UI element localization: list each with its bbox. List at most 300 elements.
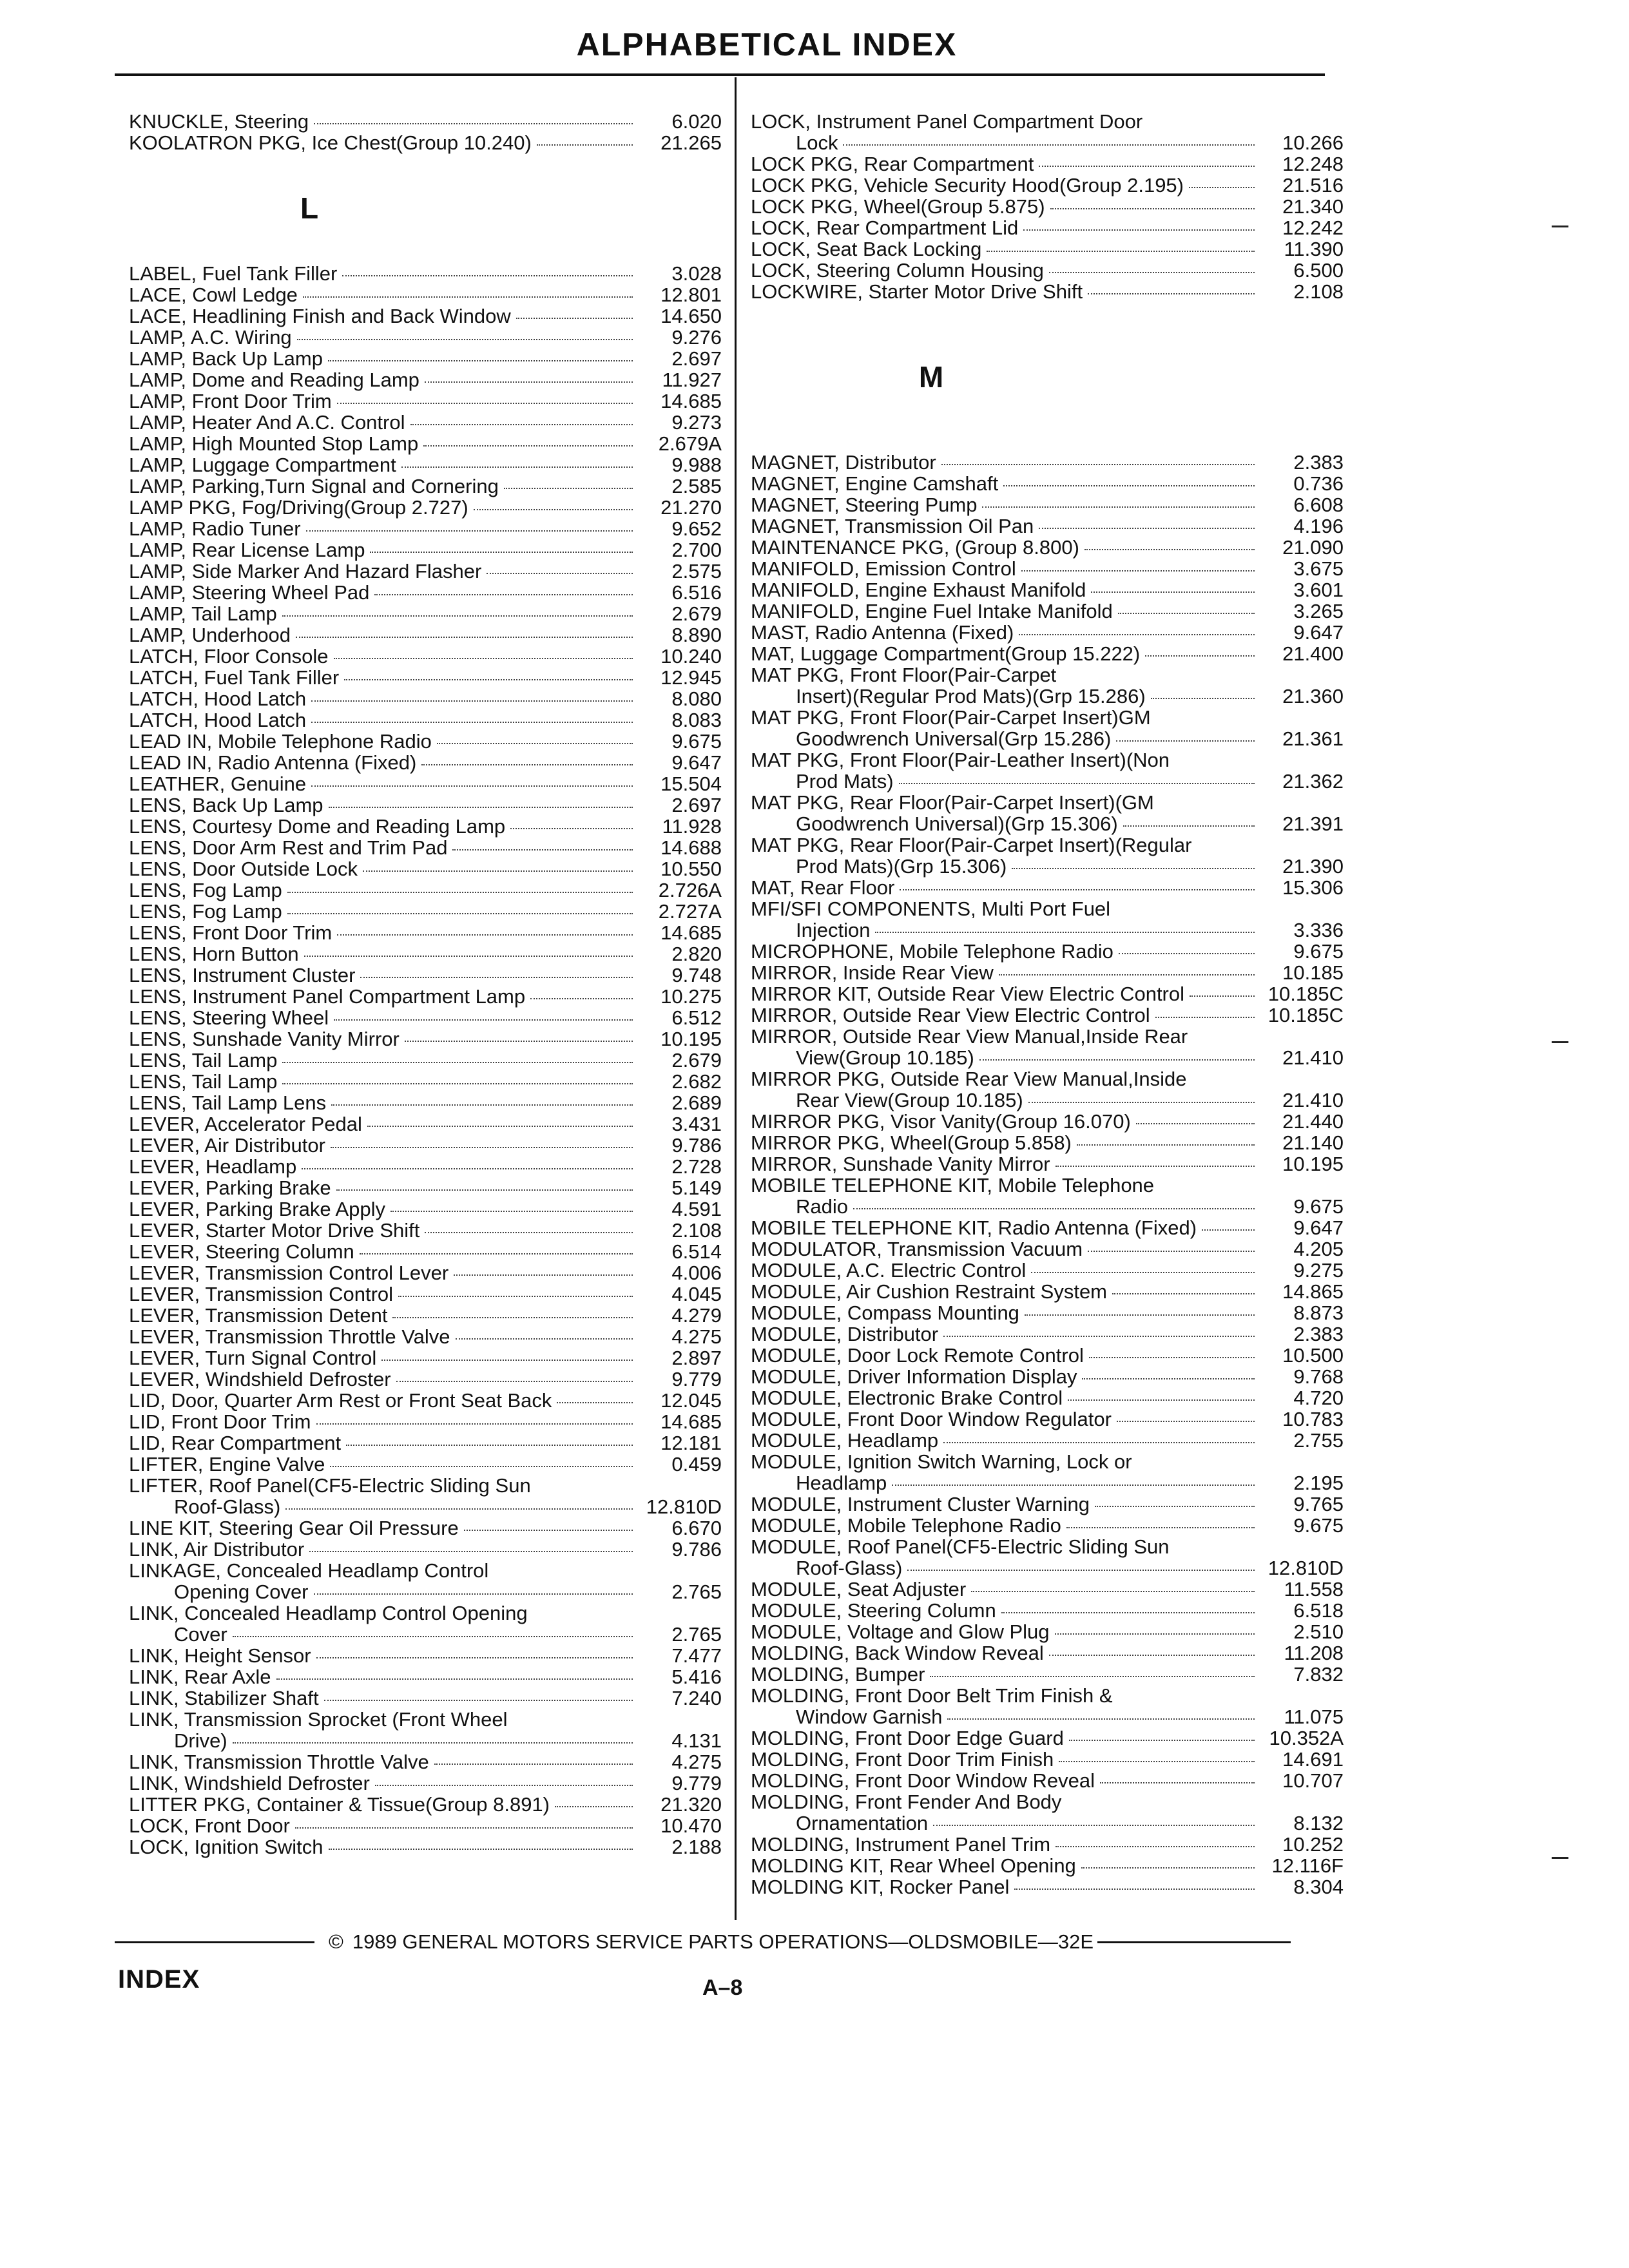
dot-leader <box>979 1059 1255 1061</box>
entry-name: LENS, Sunshade Vanity Mirror <box>129 1028 400 1050</box>
index-entry <box>751 1706 1344 1727</box>
index-entry <box>751 1855 1344 1876</box>
index-entry <box>751 856 1344 877</box>
section-letter-l: L <box>300 191 319 225</box>
entry-name: View(Group 10.185) <box>796 1046 974 1069</box>
entry-name: MODULE, Instrument Cluster Warning <box>751 1493 1090 1515</box>
entry-name: Injection <box>796 919 871 941</box>
dot-leader <box>899 783 1255 784</box>
entry-group-number: 2.108 <box>671 1219 722 1242</box>
entry-name: MODULE, Voltage and Glow Plug <box>751 1620 1050 1643</box>
index-entry <box>751 1600 1344 1621</box>
entry-group-number: 7.240 <box>671 1687 722 1709</box>
entry-group-number: 7.477 <box>671 1644 722 1667</box>
entry-group-number: 12.045 <box>660 1389 722 1412</box>
entry-group-number: 2.575 <box>671 560 722 582</box>
entry-group-number: 21.320 <box>660 1793 722 1816</box>
dot-leader <box>297 339 633 340</box>
entry-name: MOLDING KIT, Rocker Panel <box>751 1876 1010 1898</box>
entry-name: LINKAGE, Concealed Headlamp Control <box>129 1559 489 1582</box>
index-entry <box>751 1579 1344 1600</box>
entry-group-number: 12.248 <box>1282 153 1344 175</box>
index-entry <box>751 1430 1344 1451</box>
entry-group-number: 21.410 <box>1282 1089 1344 1111</box>
page-number: A–8 <box>702 1975 743 2000</box>
dot-leader <box>1081 1867 1255 1869</box>
dot-leader <box>306 530 633 532</box>
dot-leader <box>434 1763 633 1765</box>
entry-name: MOBILE TELEPHONE KIT, Radio Antenna (Fixed) <box>751 1216 1197 1239</box>
dot-leader <box>370 552 633 553</box>
index-entry <box>129 1262 722 1283</box>
entry-group-number: 3.028 <box>671 262 722 285</box>
dot-leader <box>337 934 633 936</box>
index-entry <box>751 1791 1344 1812</box>
index-entry <box>129 476 722 497</box>
index-entry <box>129 1645 722 1666</box>
entry-group-number: 9.675 <box>1293 940 1344 963</box>
index-entry <box>129 1751 722 1773</box>
index-entry <box>751 1451 1344 1472</box>
entry-name: LEVER, Parking Brake Apply <box>129 1198 386 1220</box>
dot-leader <box>314 1593 633 1595</box>
entry-group-number: 15.306 <box>1282 876 1344 899</box>
entry-group-number: 0.459 <box>671 1453 722 1475</box>
entry-group-number: 4.205 <box>1293 1238 1344 1260</box>
entry-group-number: 11.208 <box>1284 1642 1344 1664</box>
copyright-symbol: © <box>329 1930 343 1953</box>
entry-name: MODULE, Driver Information Display <box>751 1365 1077 1388</box>
dot-leader <box>1091 591 1255 593</box>
entry-name: MAINTENANCE PKG, (Group 8.800) <box>751 536 1079 559</box>
entry-name: MANIFOLD, Emission Control <box>751 557 1016 580</box>
entry-group-number: 11.928 <box>662 815 722 838</box>
dot-leader <box>510 828 633 829</box>
entry-group-number: 5.416 <box>671 1666 722 1688</box>
dot-leader <box>943 1336 1255 1337</box>
left-l-entries <box>129 263 722 1858</box>
entry-name: MAT PKG, Rear Floor(Pair-Carpet Insert)(Regular <box>751 834 1192 856</box>
entry-name: LENS, Horn Button <box>129 943 299 965</box>
dot-leader <box>437 743 633 744</box>
entry-group-number: 10.550 <box>660 858 722 880</box>
entry-group-number: 2.510 <box>1293 1620 1344 1643</box>
index-entry <box>751 749 1344 771</box>
entry-group-number: 10.500 <box>1282 1344 1344 1367</box>
dot-leader <box>941 464 1255 465</box>
index-entry <box>751 664 1344 686</box>
right-column <box>751 111 1344 1898</box>
entry-name: MAGNET, Transmission Oil Pan <box>751 515 1034 537</box>
entry-name: LEVER, Air Distributor <box>129 1134 325 1157</box>
dot-leader <box>1089 1357 1255 1358</box>
entry-name: MIRROR, Inside Rear View <box>751 961 994 984</box>
entry-group-number: 4.591 <box>671 1198 722 1220</box>
index-entry <box>129 284 722 305</box>
index-entry <box>129 1475 722 1496</box>
index-entry <box>751 686 1344 707</box>
entry-name: LAMP, A.C. Wiring <box>129 326 292 349</box>
left-column <box>129 111 722 1858</box>
entry-name: LENS, Fog Lamp <box>129 879 282 901</box>
entry-group-number: 14.865 <box>1282 1280 1344 1303</box>
footer-section-label: INDEX <box>118 1965 200 1994</box>
footer-copyright-line <box>115 1930 1325 1954</box>
entry-group-number: 9.786 <box>671 1538 722 1561</box>
entry-group-number: 9.675 <box>1293 1514 1344 1537</box>
entry-group-number: 2.679A <box>658 432 722 455</box>
entry-group-number: 2.755 <box>1293 1429 1344 1452</box>
entry-group-number: 11.927 <box>662 369 722 391</box>
dot-leader <box>1068 1399 1255 1401</box>
entry-name: Insert)(Regular Prod Mats)(Grp 15.286) <box>796 685 1146 707</box>
entry-group-number: 2.689 <box>671 1091 722 1114</box>
entry-group-number: 12.181 <box>660 1432 722 1454</box>
entry-name: MOBILE TELEPHONE KIT, Mobile Telephone <box>751 1174 1155 1196</box>
entry-group-number: 8.083 <box>671 709 722 731</box>
index-entry <box>751 217 1344 238</box>
dot-leader <box>452 849 633 850</box>
entry-group-number: 6.500 <box>1293 259 1344 282</box>
entry-group-number: 9.779 <box>671 1772 722 1794</box>
index-entry <box>129 646 722 667</box>
dot-leader <box>363 870 633 872</box>
entry-group-number: 10.185 <box>1282 961 1344 984</box>
entry-group-number: 21.400 <box>1282 642 1344 665</box>
index-entry <box>751 1238 1344 1260</box>
entry-group-number: 6.514 <box>671 1240 722 1263</box>
index-entry <box>129 1007 722 1028</box>
dot-leader <box>360 977 633 978</box>
entry-group-number: 4.279 <box>671 1304 722 1327</box>
column-divider <box>735 77 737 1920</box>
entry-name: MANIFOLD, Engine Exhaust Manifold <box>751 579 1086 601</box>
index-entry <box>751 153 1344 175</box>
entry-group-number: 2.585 <box>671 475 722 497</box>
entry-name: LATCH, Hood Latch <box>129 709 307 731</box>
index-entry <box>751 877 1344 898</box>
entry-name: MIRROR KIT, Outside Rear View Electric Control <box>751 983 1185 1005</box>
index-entry <box>129 1496 722 1517</box>
entry-group-number: 12.945 <box>660 666 722 689</box>
dot-leader <box>398 1296 633 1297</box>
index-entry <box>129 1369 722 1390</box>
entry-name: LATCH, Floor Console <box>129 645 329 668</box>
dot-leader <box>233 1742 633 1744</box>
index-entry <box>751 175 1344 196</box>
entry-name: Radio <box>796 1195 848 1218</box>
entry-name: LENS, Courtesy Dome and Reading Lamp <box>129 815 506 838</box>
dot-leader <box>1069 1740 1255 1741</box>
entry-name: MOLDING, Front Door Trim Finish <box>751 1748 1054 1771</box>
entry-group-number: 21.361 <box>1282 727 1344 750</box>
dot-leader <box>360 1253 633 1254</box>
index-entry <box>129 986 722 1007</box>
entry-name: LAMP, Back Up Lamp <box>129 347 323 370</box>
entry-name: Roof-Glass) <box>796 1557 903 1579</box>
entry-group-number: 4.006 <box>671 1262 722 1284</box>
index-entry <box>751 1217 1344 1238</box>
entry-group-number: 8.890 <box>671 624 722 646</box>
index-entry <box>129 731 722 752</box>
index-entry <box>751 1366 1344 1387</box>
index-entry <box>751 1026 1344 1047</box>
dot-leader <box>987 251 1255 252</box>
dot-leader <box>1031 1272 1255 1273</box>
index-entry <box>751 452 1344 473</box>
dot-leader <box>401 466 633 468</box>
index-entry <box>129 922 722 943</box>
entry-name: Drive) <box>174 1729 227 1752</box>
dot-leader <box>316 1657 633 1658</box>
entry-name: MIRROR PKG, Wheel(Group 5.858) <box>751 1131 1072 1154</box>
index-entry <box>129 1602 722 1624</box>
entry-group-number: 2.188 <box>671 1836 722 1858</box>
dot-leader <box>1066 1527 1255 1528</box>
dot-leader <box>557 1402 633 1403</box>
entry-group-number: 10.266 <box>1282 131 1344 154</box>
entry-name: MFI/SFI COMPONENTS, Multi Port Fuel <box>751 898 1111 920</box>
index-entry <box>129 561 722 582</box>
entry-name: MODULE, Door Lock Remote Control <box>751 1344 1084 1367</box>
dot-leader <box>1023 229 1255 231</box>
right-l-entries <box>751 111 1344 302</box>
entry-group-number: 21.362 <box>1282 770 1344 793</box>
index-entry <box>129 879 722 901</box>
entry-group-number: 14.685 <box>660 921 722 944</box>
dot-leader <box>304 956 633 957</box>
index-entry <box>129 943 722 965</box>
entry-name: LINE KIT, Steering Gear Oil Pressure <box>129 1517 459 1539</box>
entry-group-number: 9.748 <box>671 964 722 986</box>
entry-name: MAGNET, Distributor <box>751 451 936 474</box>
entry-name: MODULE, Distributor <box>751 1323 939 1345</box>
dot-leader <box>410 424 633 425</box>
entry-name: LEVER, Transmission Control <box>129 1283 394 1305</box>
index-entry <box>129 454 722 476</box>
index-entry <box>129 1305 722 1326</box>
dot-leader <box>1019 634 1255 635</box>
entry-name: LEVER, Parking Brake <box>129 1177 331 1199</box>
entry-group-number: 9.652 <box>671 517 722 540</box>
entry-name: LEAD IN, Radio Antenna (Fixed) <box>129 751 417 774</box>
dot-leader <box>853 1208 1255 1209</box>
index-entry <box>751 834 1344 856</box>
index-entry <box>751 1664 1344 1685</box>
entry-name: LENS, Door Outside Lock <box>129 858 358 880</box>
dot-leader <box>296 637 633 638</box>
entry-name: LOCK PKG, Vehicle Security Hood(Group 2.195) <box>751 174 1184 197</box>
entry-name: MOLDING, Instrument Panel Trim <box>751 1833 1051 1856</box>
index-entry <box>751 1090 1344 1111</box>
dot-leader <box>344 679 633 680</box>
entry-group-number: 10.185C <box>1268 1004 1344 1026</box>
dot-leader <box>425 1232 633 1233</box>
entry-group-number: 14.691 <box>1282 1748 1344 1771</box>
entry-group-number: 2.765 <box>671 1581 722 1603</box>
index-entry <box>129 1624 722 1645</box>
entry-group-number: 10.240 <box>660 645 722 668</box>
index-entry <box>751 622 1344 643</box>
index-entry <box>751 537 1344 558</box>
index-entry <box>129 1347 722 1369</box>
entry-name: LAMP, Tail Lamp <box>129 602 277 625</box>
entry-name: LACE, Headlining Finish and Back Window <box>129 305 511 327</box>
dot-leader <box>1155 1017 1255 1018</box>
index-entry <box>129 582 722 603</box>
entry-name: LENS, Door Arm Rest and Trim Pad <box>129 836 448 859</box>
dot-leader <box>334 658 633 659</box>
dot-leader <box>1025 1314 1255 1316</box>
entry-name: MICROPHONE, Mobile Telephone Radio <box>751 940 1113 963</box>
entry-name: Goodwrench Universal(Grp 15.286) <box>796 727 1112 750</box>
dot-leader <box>375 1785 633 1786</box>
dot-leader <box>311 722 633 723</box>
index-entry <box>751 1834 1344 1855</box>
index-entry <box>751 196 1344 217</box>
entry-group-number: 2.697 <box>671 794 722 816</box>
entry-name: LINK, Transmission Sprocket (Front Wheel <box>129 1708 508 1731</box>
entry-group-number: 9.276 <box>671 326 722 349</box>
entry-name: LAMP, Luggage Compartment <box>129 454 396 476</box>
entry-name: KOOLATRON PKG, Ice Chest(Group 10.240) <box>129 131 532 154</box>
entry-name: LENS, Tail Lamp <box>129 1049 278 1072</box>
entry-group-number: 21.440 <box>1282 1110 1344 1133</box>
entry-name: MODULE, Front Door Window Regulator <box>751 1408 1112 1430</box>
index-entry <box>129 132 722 153</box>
entry-group-number: 10.252 <box>1282 1833 1344 1856</box>
dot-leader <box>474 509 633 510</box>
index-entry <box>751 898 1344 919</box>
dot-leader <box>1145 655 1255 657</box>
entry-name: LAMP, Heater And A.C. Control <box>129 411 405 434</box>
entry-group-number: 2.682 <box>671 1070 722 1093</box>
entry-group-number: 5.149 <box>671 1177 722 1199</box>
index-entry <box>129 1539 722 1560</box>
index-entry <box>751 1111 1344 1132</box>
entry-name: LEVER, Turn Signal Control <box>129 1347 377 1369</box>
index-entry <box>129 1283 722 1305</box>
entry-name: MODULE, A.C. Electric Control <box>751 1259 1027 1282</box>
dot-leader <box>487 573 633 574</box>
dot-leader <box>425 381 633 383</box>
entry-name: MODULE, Air Cushion Restraint System <box>751 1280 1108 1303</box>
entry-name: LEAD IN, Mobile Telephone Radio <box>129 730 432 753</box>
index-entry <box>129 305 722 327</box>
index-entry <box>751 1132 1344 1153</box>
dot-leader <box>1028 1102 1255 1103</box>
entry-group-number: 2.700 <box>671 539 722 561</box>
dot-leader <box>405 1041 633 1042</box>
entry-group-number: 12.242 <box>1282 216 1344 239</box>
index-entry <box>129 1326 722 1347</box>
entry-name: LEVER, Transmission Throttle Valve <box>129 1325 450 1348</box>
entry-group-number: 12.116F <box>1271 1854 1344 1877</box>
entry-name: LAMP, Steering Wheel Pad <box>129 581 370 604</box>
entry-group-number: 9.779 <box>671 1368 722 1390</box>
index-entry <box>751 728 1344 749</box>
margin-tick <box>1552 1041 1568 1043</box>
dot-leader <box>1039 528 1255 529</box>
index-entry <box>129 1220 722 1241</box>
entry-group-number: 21.270 <box>660 496 722 519</box>
entry-group-number: 12.801 <box>660 284 722 306</box>
dot-leader <box>1136 1123 1255 1124</box>
index-entry <box>751 1345 1344 1366</box>
entry-name: Lock <box>796 131 838 154</box>
dot-leader <box>423 445 633 447</box>
entry-group-number: 10.470 <box>660 1814 722 1837</box>
index-entry <box>129 752 722 773</box>
footer-rule-left <box>115 1941 314 1943</box>
entry-name: LOCKWIRE, Starter Motor Drive Shift <box>751 280 1083 303</box>
dot-leader <box>282 1062 633 1063</box>
index-entry <box>751 1621 1344 1642</box>
dot-leader <box>1189 187 1255 188</box>
entry-group-number: 11.558 <box>1284 1578 1344 1600</box>
entry-name: LABEL, Fuel Tank Filler <box>129 262 338 285</box>
entry-name: LEATHER, Genuine <box>129 773 307 795</box>
right-m-entries <box>751 452 1344 1898</box>
entry-group-number: 2.679 <box>671 1049 722 1072</box>
entry-name: Window Garnish <box>796 1706 943 1728</box>
entry-group-number: 2.820 <box>671 943 722 965</box>
entry-group-number: 0.736 <box>1293 472 1344 495</box>
entry-name: LAMP, Radio Tuner <box>129 517 301 540</box>
index-entry <box>751 1770 1344 1791</box>
entry-name: LENS, Steering Wheel <box>129 1006 329 1029</box>
dot-leader <box>287 892 633 893</box>
index-entry <box>751 1153 1344 1175</box>
dot-leader <box>843 144 1255 146</box>
entry-group-number: 14.685 <box>660 390 722 412</box>
dot-leader <box>282 1083 633 1084</box>
index-entry <box>751 1387 1344 1408</box>
entry-name: MOLDING, Bumper <box>751 1663 925 1686</box>
dot-leader <box>1014 1888 1255 1890</box>
entry-name: MODULE, Compass Mounting <box>751 1302 1019 1324</box>
entry-name: Ornamentation <box>796 1812 929 1834</box>
entry-name: LENS, Instrument Cluster <box>129 964 356 986</box>
index-entry <box>129 1156 722 1177</box>
dot-leader <box>1095 1506 1255 1507</box>
entry-group-number: 9.275 <box>1293 1259 1344 1282</box>
entry-group-number: 2.727A <box>658 900 722 923</box>
index-entry <box>751 792 1344 813</box>
index-entry <box>751 579 1344 601</box>
dot-leader <box>396 1381 633 1382</box>
footer-rule-right <box>1097 1941 1291 1943</box>
entry-name: LAMP, Dome and Reading Lamp <box>129 369 419 391</box>
entry-name: MIRROR PKG, Visor Vanity(Group 16.070) <box>751 1110 1131 1133</box>
entry-group-number: 11.075 <box>1284 1706 1344 1728</box>
dot-leader <box>1050 208 1255 209</box>
entry-name: LEVER, Starter Motor Drive Shift <box>129 1219 420 1242</box>
dot-leader <box>381 1360 633 1361</box>
entry-name: MAT, Rear Floor <box>751 876 895 899</box>
entry-name: LINK, Air Distributor <box>129 1538 305 1561</box>
entry-name: MOLDING KIT, Rear Wheel Opening <box>751 1854 1076 1877</box>
index-entry <box>129 837 722 858</box>
section-letter-m: M <box>918 360 944 394</box>
index-entry <box>129 1794 722 1815</box>
index-entry <box>129 1050 722 1071</box>
entry-group-number: 10.185C <box>1268 983 1344 1005</box>
entry-name: MODULE, Roof Panel(CF5-Electric Sliding Sun <box>751 1535 1170 1558</box>
entry-name: LEVER, Steering Column <box>129 1240 354 1263</box>
index-entry <box>751 643 1344 664</box>
index-entry <box>751 260 1344 281</box>
